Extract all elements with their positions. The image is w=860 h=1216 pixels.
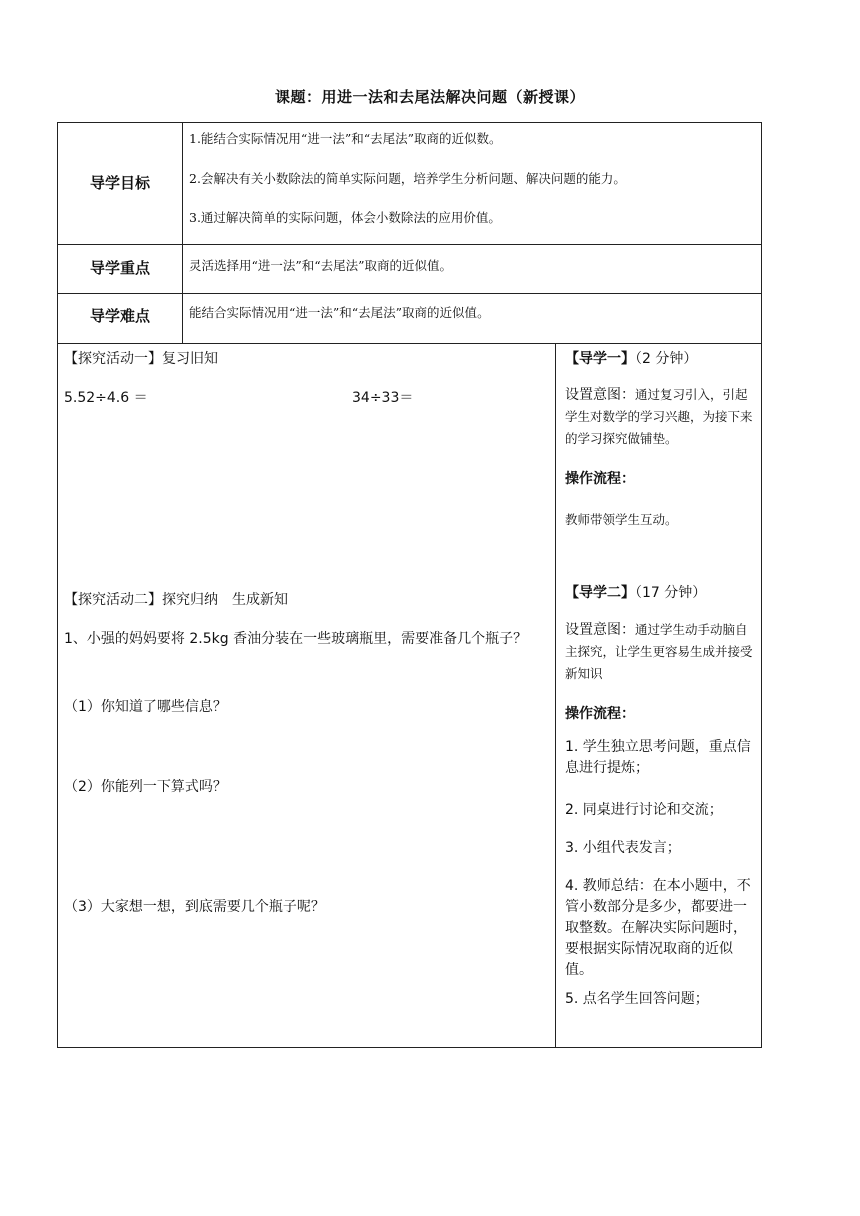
guide2-step-4: 4. 教师总结：在本小题中，不管小数部分是多少，都要进一取整数。在解决实际问题时，要根据实际情况取商的近似值。 xyxy=(565,878,751,978)
question-2: （2）你能列一下算式吗？ xyxy=(64,779,227,795)
guide2-step-2: 2. 同桌进行讨论和交流； xyxy=(565,802,723,818)
question-1: （1）你知道了哪些信息？ xyxy=(64,699,227,715)
guide2-step-3: 3. 小组代表发言； xyxy=(565,840,681,856)
row-divider-3 xyxy=(58,343,761,344)
column-divider-bottom xyxy=(555,343,556,1047)
guide2-step-5: 5. 点名学生回答问题； xyxy=(565,991,709,1007)
guide1-process-label: 操作流程： xyxy=(565,471,635,487)
guide2-heading xyxy=(565,582,757,602)
page-title: 课题：用进一法和去尾法解决问题（新授课） xyxy=(274,88,585,106)
goal-item-3: 3.通过解决简单的实际问题，体会小数除法的应用价值。 xyxy=(189,210,501,225)
question-3: （3）大家想一想，到底需要几个瓶子呢？ xyxy=(64,899,325,915)
guide1-intent xyxy=(565,384,757,450)
activity1-expression-2: 34÷33＝ xyxy=(352,390,414,406)
guide2-process-label: 操作流程： xyxy=(565,706,635,722)
guide1-intent-text: 通过复习引入，引起学生对数学的学习兴趣，为接下来的学习探究做铺垫。 xyxy=(565,387,753,446)
guide1-intent-label: 设置意图： xyxy=(565,387,635,403)
row-divider-1 xyxy=(58,244,761,245)
goal-item-2: 2.会解决有关小数除法的简单实际问题，培养学生分析问题、解决问题的能力。 xyxy=(189,171,626,186)
goals-label: 导学目标 xyxy=(89,174,150,192)
activity1-expression-1: 5.52÷4.6 ＝ xyxy=(64,390,148,406)
key-point-label: 导学重点 xyxy=(89,259,150,277)
guide1-process-text: 教师带领学生互动。 xyxy=(565,512,678,527)
guide1-heading xyxy=(565,348,757,368)
guide2-heading-label: 【导学二】 xyxy=(565,585,635,601)
key-point-text: 灵活选择用“进一法”和“去尾法”取商的近似值。 xyxy=(189,258,453,273)
guide1-time: （2 分钟） xyxy=(635,351,698,367)
difficulty-text: 能结合实际情况用“进一法”和“去尾法”取商的近似值。 xyxy=(189,305,490,320)
activity1-heading: 【探究活动一】复习旧知 xyxy=(64,351,218,367)
guide1-heading-label: 【导学一】 xyxy=(565,351,635,367)
guide2-step-1: 1. 学生独立思考问题，重点信息进行提炼； xyxy=(565,739,751,776)
guide2-intent-label: 设置意图： xyxy=(565,622,635,638)
guide2-intent xyxy=(565,619,757,685)
activity2-problem: 1、小强的妈妈要将 2.5kg 香油分装在一些玻璃瓶里，需要准备几个瓶子？ xyxy=(64,631,528,647)
row-divider-2 xyxy=(58,293,761,294)
guide2-intent-text: 通过学生动手动脑自主探究，让学生更容易生成并接受新知识 xyxy=(565,622,753,681)
column-divider-top xyxy=(182,123,183,343)
activity2-heading: 【探究活动二】探究归纳 生成新知 xyxy=(64,592,288,608)
guide2-time: （17 分钟） xyxy=(635,585,707,601)
goal-item-1: 1.能结合实际情况用“进一法”和“去尾法”取商的近似数。 xyxy=(189,131,502,146)
lesson-plan-table xyxy=(57,122,762,1048)
difficulty-label: 导学难点 xyxy=(89,307,150,325)
